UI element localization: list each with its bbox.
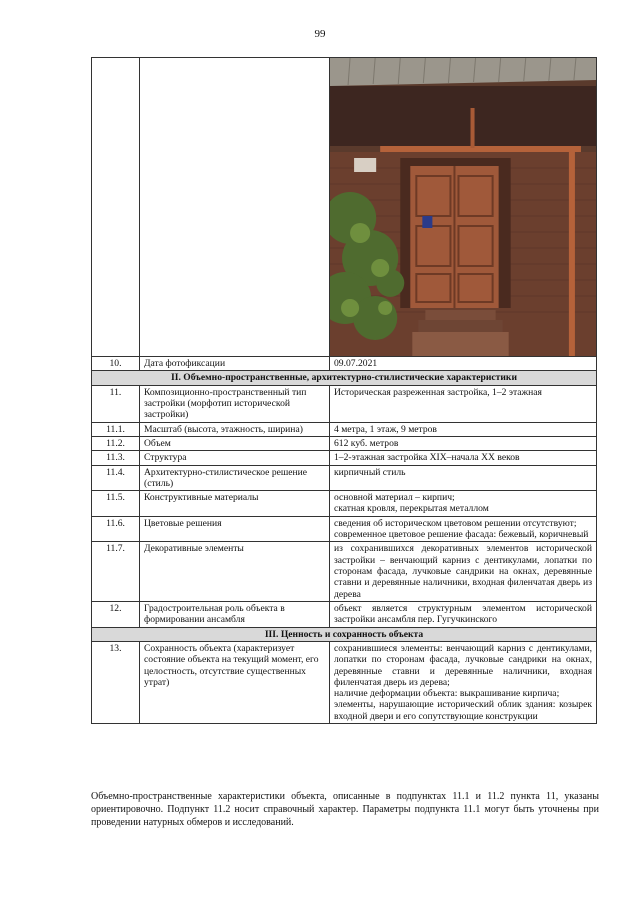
table-row: [92, 601, 597, 627]
table-row: [92, 436, 597, 450]
row-number: 11.: [92, 385, 140, 422]
row-number: 12.: [92, 601, 140, 627]
table-row: [92, 422, 597, 436]
row-label: Объем: [140, 436, 330, 450]
row-number: 11.4.: [92, 465, 140, 491]
photo-row: [92, 58, 597, 357]
section-header-row: [92, 371, 597, 385]
row-label: Композиционно-пространственный тип застройки (морфотип исторической застройки): [140, 385, 330, 422]
row-number: 11.2.: [92, 436, 140, 450]
row-value: [330, 542, 597, 602]
row-number: 11.7.: [92, 542, 140, 602]
row-value: [330, 641, 597, 723]
table-row: [92, 451, 597, 465]
table-row: [92, 516, 597, 542]
row-label: Градостроительная роль объекта в формировании ансамбля: [140, 601, 330, 627]
row-label: Масштаб (высота, этажность, ширина): [140, 422, 330, 436]
value-line: Историческая разреженная застройка, 1–2 этажная: [334, 386, 542, 398]
row-number: 11.3.: [92, 451, 140, 465]
row-label: Дата фотофиксации: [140, 357, 330, 371]
value-line: из сохранившихся декоративных элементов исторической застройки – венчающий карниз с дентикулами, лопатки по сторонам фасада, лучковые сандрики на окнах, деревянные ставни и деревянные наличники, входная филенчатая дверь из дерева: [334, 543, 592, 600]
section-title: II. Объемно-пространственные, архитектурно-стилистические характеристики: [92, 371, 597, 385]
value-line: 09.07.2021: [334, 358, 378, 369]
value-line: сведения об историческом цветовом решении отсутствуют;: [334, 517, 577, 529]
row-value: [330, 491, 597, 517]
row-value: [330, 451, 597, 465]
value-line: сохранившиеся элементы: венчающий карниз с дентикулами, лопатки по сторонам фасада, лучковые сандрики на окнах, деревянные ставни и деревянные наличники, входная филенчатая дверь из дерева;: [334, 642, 592, 688]
row-value: [330, 516, 597, 542]
value-line: наличие деформации объекта: выкрашивание кирпича;: [334, 688, 560, 700]
section-title: III. Ценность и сохранность объекта: [92, 627, 597, 641]
row-label: Декоративные элементы: [140, 542, 330, 602]
row-value: [330, 465, 597, 491]
row-label: Цветовые решения: [140, 516, 330, 542]
building-entrance-photo: [330, 58, 596, 356]
row-number: 11.1.: [92, 422, 140, 436]
value-line: элементы, нарушающие исторический облик здания: козырек входной двери и его сопутствующие конструкции: [334, 699, 592, 722]
page-number: 99: [314, 28, 326, 40]
value-line: современное цветовое решение фасада: бежевый, коричневый: [334, 529, 589, 541]
row-number: 13.: [92, 641, 140, 723]
table-row: [92, 491, 597, 517]
row-label: Структура: [140, 451, 330, 465]
table-row: [92, 542, 597, 602]
value-line: 4 метра, 1 этаж, 9 метров: [334, 423, 437, 435]
row-label: Сохранность объекта (характеризует состояние объекта на текущий момент, его целостность, отсутствие существенных утрат): [140, 641, 330, 723]
row-value: [330, 357, 597, 371]
footnote: Объемно-пространственные характеристики объекта, описанные в подпунктах 11.1 и 11.2 пункта 11, указаны ориентировочно. Подпункт 11.2 носит справочный характер. Параметры подпункта 11.1 могут быть уточнены при проведении натурных обмеров и исследований.: [91, 791, 599, 828]
row-value: [330, 422, 597, 436]
row-number: 11.5.: [92, 491, 140, 517]
table-row: [92, 357, 597, 371]
row-number: 11.6.: [92, 516, 140, 542]
row-label: Архитектурно-стилистическое решение (стиль): [140, 465, 330, 491]
section-header-row: [92, 627, 597, 641]
row-label: Конструктивные материалы: [140, 491, 330, 517]
value-line: кирпичный стиль: [334, 466, 406, 478]
value-line: 612 куб. метров: [334, 437, 399, 449]
row-value: [330, 385, 597, 422]
table-row: [92, 465, 597, 491]
value-line: основной материал – кирпич;: [334, 492, 455, 504]
passport-table: [91, 57, 597, 724]
row-value: [330, 601, 597, 627]
value-line: скатная кровля, перекрытая металлом: [334, 503, 489, 515]
row-value: [330, 436, 597, 450]
value-line: объект является структурным элементом исторической застройки ансамбля пер. Гугучкинского: [334, 602, 592, 626]
table-row: [92, 385, 597, 422]
table-row: [92, 641, 597, 723]
row-number: 10.: [92, 357, 140, 371]
value-line: 1–2-этажная застройка XIX–начала XX веков: [334, 452, 520, 464]
